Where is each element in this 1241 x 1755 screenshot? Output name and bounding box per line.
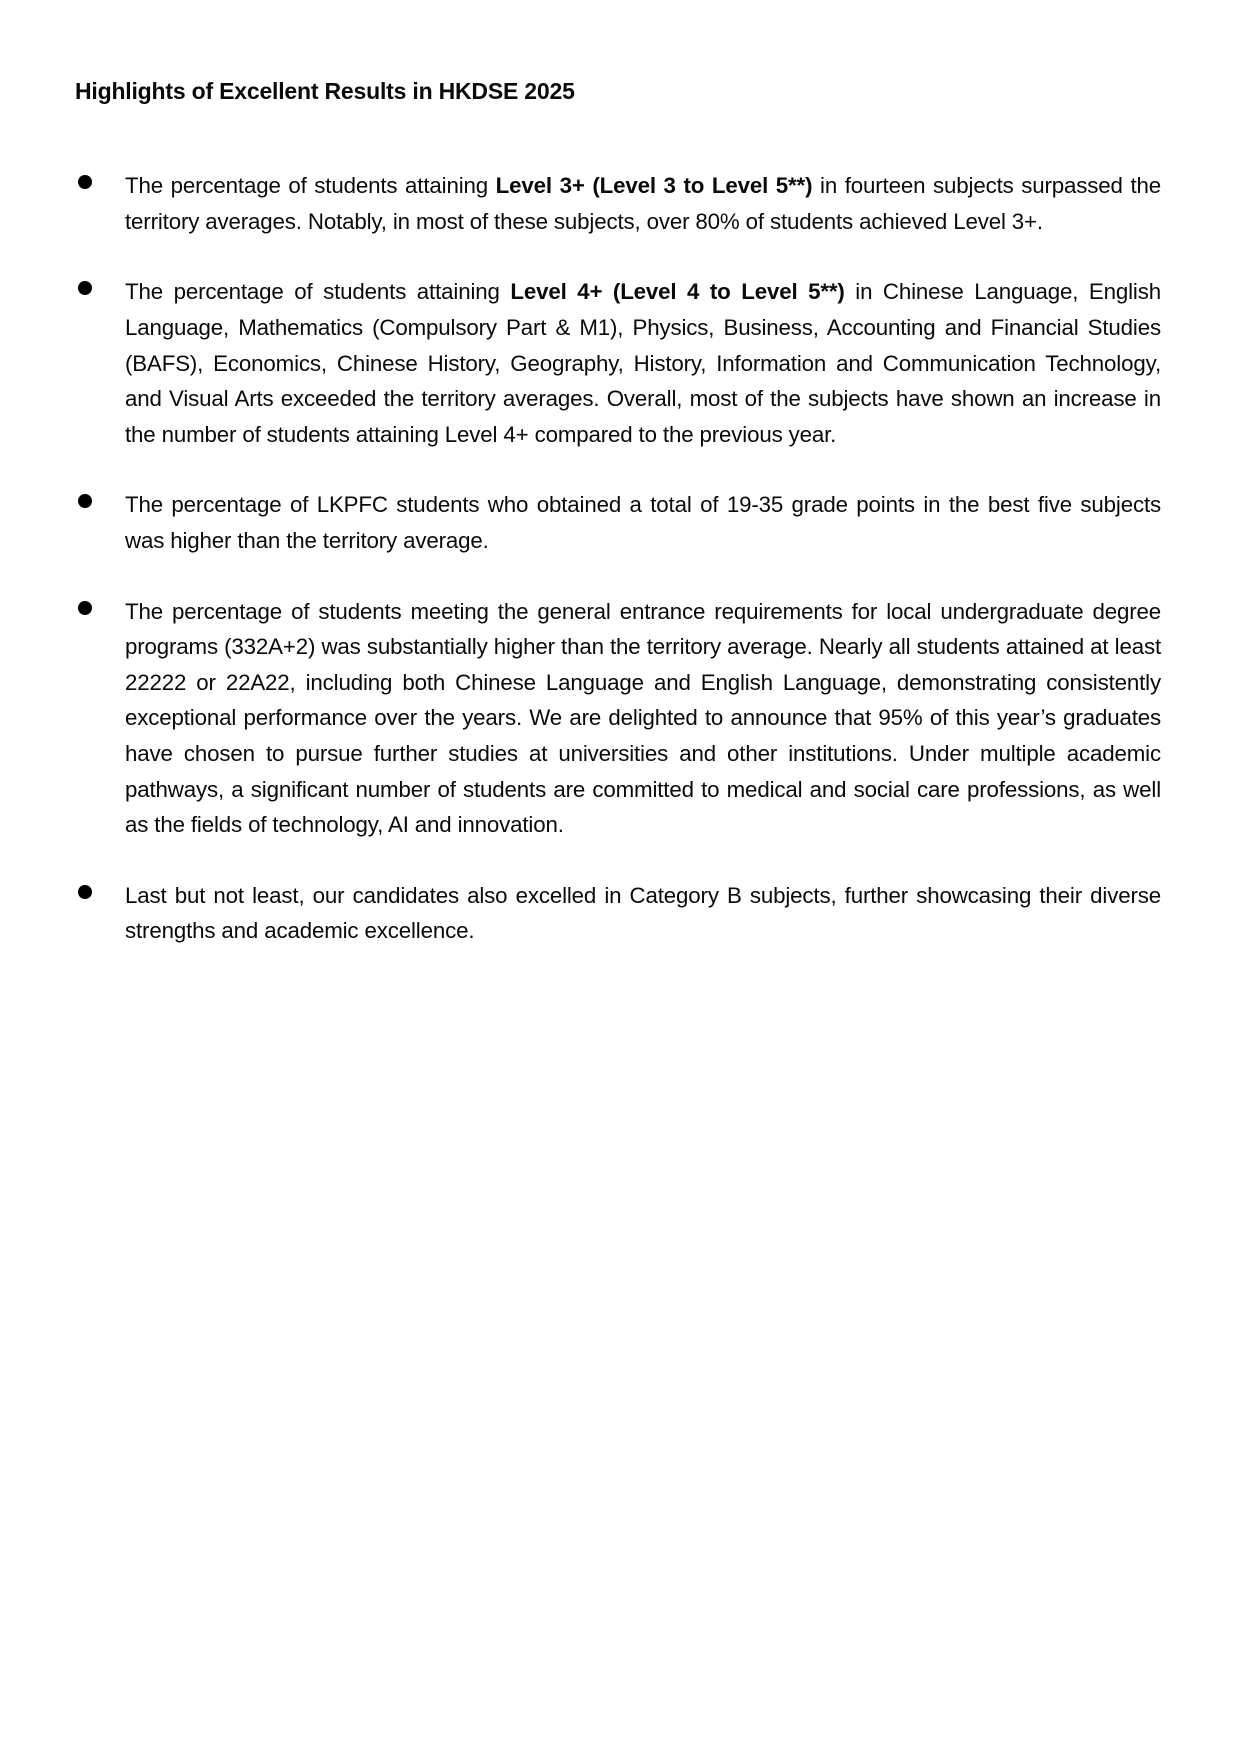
bullet-icon (78, 175, 92, 189)
text-segment: The percentage of students attaining (125, 279, 511, 305)
bold-text-segment: Level 3+ (Level 3 to Level 5**) (495, 173, 813, 199)
bullet-text (125, 487, 1161, 558)
text-segment: The percentage of LKPFC students who obtained a total of 19-35 grade points in the best five subjects was higher than the territory average. (125, 492, 1161, 554)
bullet-icon (78, 885, 92, 899)
bullet-icon (78, 601, 92, 615)
text-segment: in Chinese Language, English Language, Mathematics (Compulsory Part & M1), Physics, Business, Accounting and Financial Studies (BAFS), Economics, Chinese History, Geography, History, Information and Communication Technology, and Visual Arts exceeded the territory averages. Overall, most of the subjects have shown an increase in the number of students attaining Level 4+ compared to the previous year. (125, 279, 1161, 447)
list-item (0, 274, 1241, 452)
list-item (0, 878, 1241, 949)
list-item (0, 168, 1241, 239)
bullet-text (125, 878, 1161, 949)
highlights-list (0, 146, 1241, 984)
text-segment: The percentage of students attaining (125, 173, 496, 199)
text-segment: in fourteen subjects surpassed the territory averages. Notably, in most of these subjects, over 80% of students achieved Level 3+. (125, 173, 1161, 234)
bullet-text (125, 168, 1161, 239)
bullet-text (125, 274, 1161, 452)
text-segment: Last but not least, our candidates also excelled in Category B subjects, further showcasing their diverse strengths and academic excellence. (125, 882, 1161, 944)
bold-text-segment: Level 4+ (Level 4 to Level 5**) (510, 279, 845, 305)
list-item (0, 487, 1241, 558)
text-segment: The percentage of students meeting the general entrance requirements for local undergraduate degree programs (332A+2) was substantially higher than the territory average. Nearly all students attained at least 22222 or 22A22, including both Chinese Language and English Language, demonstrating consistently exceptional performance over the years. We are delighted to announce that 95% of this year’s graduates have chosen to pursue further studies at universities and other institutions. Under multiple academic pathways, a significant number of students are committed to medical and social care professions, as well as the fields of technology, AI and innovation. (125, 598, 1161, 838)
bullet-icon (78, 281, 92, 295)
page-title: Highlights of Excellent Results in HKDSE 2025 (75, 78, 575, 104)
bullet-text (125, 594, 1161, 843)
bullet-icon (78, 494, 92, 508)
list-item (0, 594, 1241, 843)
